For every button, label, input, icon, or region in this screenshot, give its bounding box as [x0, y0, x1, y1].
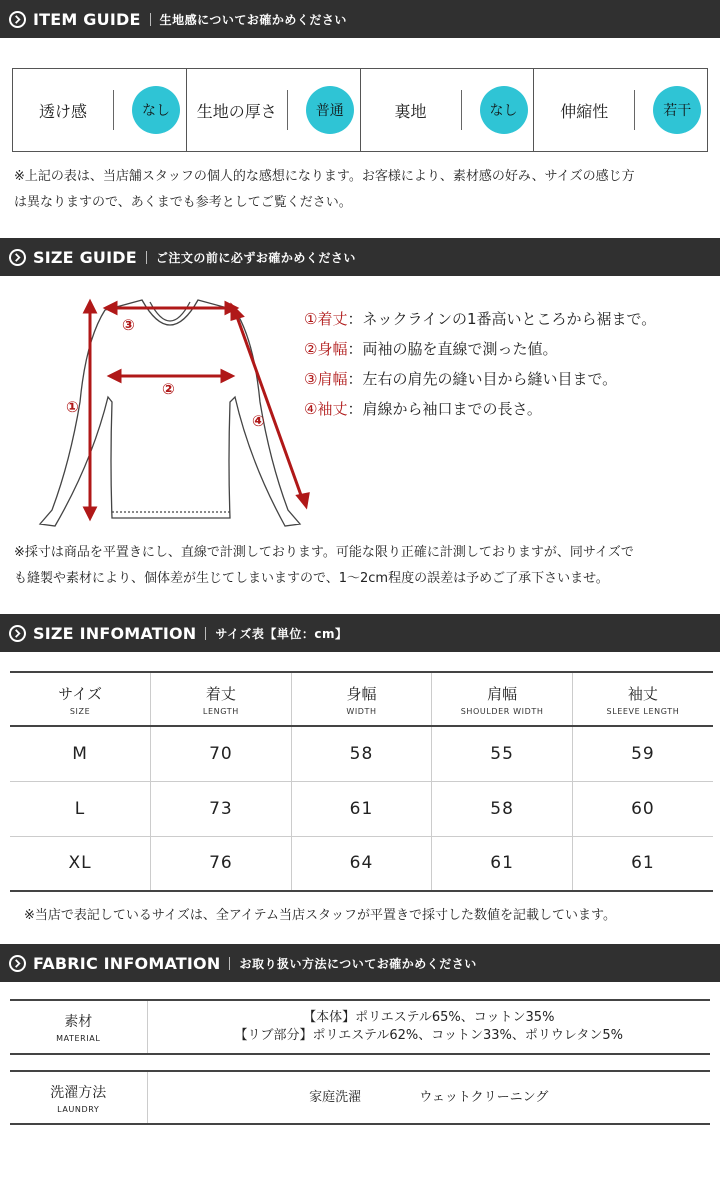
divider — [634, 90, 635, 130]
definition-desc: ：ネックラインの1番高いところから裾まで。 — [347, 310, 657, 328]
label-jp: 洗濯方法 — [50, 1084, 107, 1101]
column-header — [572, 672, 713, 726]
item-badge: なし — [132, 86, 180, 134]
table-cell: 55 — [432, 726, 573, 781]
item-label: 伸縮性 — [560, 101, 609, 121]
material-line: 【リブ部分】ポリエステル62%、コットン33%、ポリウレタン5% — [234, 1028, 623, 1043]
definition-desc: ：両袖の脇を直線で測った値。 — [347, 340, 558, 358]
item-sheerness — [13, 69, 187, 151]
sleeve-arrow — [236, 314, 302, 498]
section-title: SIZE INFOMATION — [33, 623, 197, 643]
table-row — [10, 836, 713, 891]
divider — [461, 90, 462, 130]
item-label: 生地の厚さ — [196, 101, 277, 121]
item-label: 透け感 — [38, 101, 87, 121]
arrow-head — [85, 508, 95, 518]
label-en: LAUNDRY — [57, 1104, 100, 1114]
label-jp: 素材 — [64, 1014, 93, 1030]
item-label: 裏地 — [394, 101, 427, 121]
item-badge: 若干 — [653, 86, 701, 134]
divider — [146, 251, 147, 264]
table-row — [10, 781, 713, 836]
laundry-method: 家庭洗濯 — [309, 1089, 362, 1105]
column-header — [151, 672, 292, 726]
laundry-value — [147, 1071, 710, 1124]
arrow-head — [222, 371, 232, 381]
marker-shoulder: ③ — [122, 316, 135, 334]
material-table — [10, 999, 710, 1055]
definition-width — [304, 334, 656, 364]
section-title: SIZE GUIDE — [33, 247, 137, 267]
definition-shoulder — [304, 364, 656, 394]
chevron-right-icon — [9, 249, 26, 266]
table-cell: XL — [68, 853, 92, 874]
definition-desc: ：左右の肩先の縫い目から縫い目まで。 — [347, 370, 618, 388]
column-sublabel: SHOULDER WIDTH — [460, 706, 544, 716]
item-lining — [361, 69, 535, 151]
size-table — [10, 671, 713, 892]
definition-key: ①着丈 — [304, 310, 348, 328]
arrow-head — [85, 302, 95, 312]
chevron-right-icon — [9, 11, 26, 28]
arrow-head — [298, 494, 308, 506]
table-cell: 58 — [432, 781, 573, 836]
column-label: サイズ — [58, 684, 102, 703]
table-cell: 61 — [432, 836, 573, 891]
column-sublabel: WIDTH — [346, 706, 377, 716]
section-title: ITEM GUIDE — [33, 9, 141, 29]
marker-length: ① — [66, 398, 79, 416]
label-en: MATERIAL — [56, 1034, 101, 1043]
table-cell: L — [74, 798, 86, 819]
definition-key: ③肩幅 — [304, 370, 348, 388]
column-header — [291, 672, 432, 726]
column-label: 身幅 — [346, 684, 377, 703]
section-subtitle: ご注文の前に必ずお確かめください — [155, 250, 356, 265]
table-cell: 60 — [572, 781, 713, 836]
marker-sleeve: ④ — [252, 412, 265, 430]
measure-arrows — [85, 302, 308, 518]
note-line: ※上記の表は、当店舗スタッフの個人的な感想になります。お客様により、素材感の好み、サイズの感じ方 — [14, 169, 635, 184]
table-header-row — [10, 672, 713, 726]
table-row — [10, 1000, 710, 1054]
material-label — [10, 1000, 147, 1054]
laundry-label — [10, 1071, 147, 1124]
arrow-head — [110, 371, 120, 381]
arrow-head — [106, 303, 116, 313]
item-guide-table — [12, 68, 708, 152]
laundry-table — [10, 1070, 710, 1125]
divider — [150, 13, 151, 26]
item-guide-header — [0, 0, 720, 38]
column-sublabel: SIZE — [69, 706, 91, 716]
divider — [205, 627, 206, 640]
column-label: 着丈 — [205, 684, 236, 703]
section-subtitle: お取り扱い方法についてお確かめください — [239, 956, 477, 971]
chevron-right-icon — [9, 955, 26, 972]
item-badge: なし — [480, 86, 528, 134]
laundry-method: ウェットクリーニング — [419, 1089, 549, 1105]
table-cell: 76 — [151, 836, 292, 891]
definition-desc: ：肩線から袖口までの長さ。 — [347, 400, 542, 418]
table-cell: 58 — [291, 726, 432, 781]
size-guide-note — [14, 540, 634, 592]
material-value — [147, 1000, 710, 1054]
section-subtitle: サイズ表【単位：cm】 — [215, 626, 348, 641]
table-cell: 73 — [151, 781, 292, 836]
note-line: は異なりますので、あくまでも参考としてご覧ください。 — [14, 195, 352, 210]
section-title: FABRIC INFOMATION — [33, 953, 221, 973]
definition-key: ②身幅 — [304, 340, 348, 358]
definition-length — [304, 304, 656, 334]
table-cell: 70 — [151, 726, 292, 781]
column-header — [10, 672, 151, 726]
shirt-measurement-diagram — [30, 292, 315, 527]
column-label: 肩幅 — [487, 684, 518, 703]
marker-width: ② — [162, 380, 175, 398]
item-guide-note — [14, 164, 635, 216]
divider — [113, 90, 114, 130]
table-row — [10, 726, 713, 781]
table-row — [10, 1071, 710, 1124]
column-header — [432, 672, 573, 726]
item-stretch — [534, 69, 707, 151]
fabric-info-header — [0, 944, 720, 982]
table-cell: 61 — [572, 836, 713, 891]
column-sublabel: SLEEVE LENGTH — [606, 706, 680, 716]
item-badge: 普通 — [306, 86, 354, 134]
definition-key: ④袖丈 — [304, 400, 348, 418]
divider — [287, 90, 288, 130]
definition-sleeve — [304, 394, 656, 424]
note-line: ※採寸は商品を平置きにし、直線で計測しております。可能な限り正確に計測しておりますが、同サイズで — [14, 545, 634, 560]
material-line: 【本体】ポリエステル65%、コットン35% — [303, 1010, 555, 1025]
table-cell: M — [72, 743, 88, 764]
table-cell: 59 — [572, 726, 713, 781]
column-label: 袖丈 — [627, 684, 658, 703]
chevron-right-icon — [9, 625, 26, 642]
table-cell: 61 — [291, 781, 432, 836]
item-thickness — [187, 69, 361, 151]
column-sublabel: LENGTH — [202, 706, 239, 716]
note-line: も縫製や素材により、個体差が生じてしまいますので、1〜2cm程度の誤差は予めご了承下さいませ。 — [14, 571, 609, 586]
section-subtitle: 生地感についてお確かめください — [159, 12, 347, 27]
size-guide-definitions — [304, 304, 656, 424]
table-cell: 64 — [291, 836, 432, 891]
size-info-header — [0, 614, 720, 652]
size-guide-header — [0, 238, 720, 276]
divider — [229, 957, 230, 970]
size-info-note: ※当店で表記しているサイズは、全アイテム当店スタッフが平置きで採寸した数値を記載しています。 — [24, 908, 616, 923]
